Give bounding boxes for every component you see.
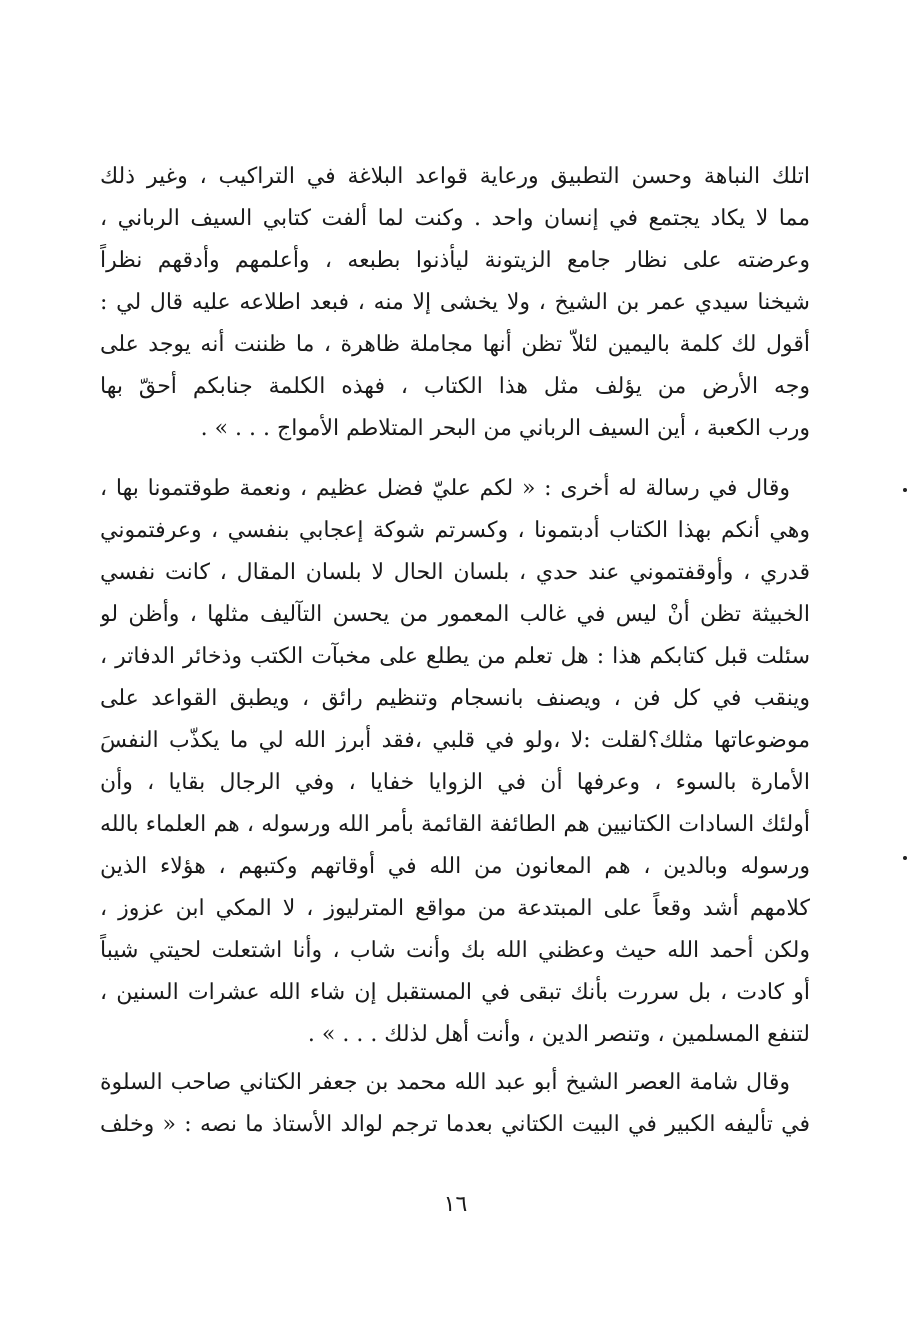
text-line: وجه الأرض من يؤلف مثل هذا الكتاب ، فهذه الكلمة جنابكم أحقّ بها [100,374,810,399]
paragraph-2 [100,468,810,1056]
text-line: أو كادت ، بل سررت بأنك تبقى في المستقبل إن شاء الله عشرات السنين ، [100,980,810,1005]
text-line: ورب الكعبة ، أين السيف الرباني من البحر المتلاطم الأمواج . . . » . [200,416,810,441]
text-line: ولكن أحمد الله حيث وعظني الله بك وأنت شاب ، وأنا اشتعلت لحيتي شيباً [100,938,810,963]
paragraph-1 [100,156,810,450]
text-line: سئلت قبل كتابكم هذا : هل تعلم من يطلع على مخبآت الكتب وذخائر الدفاتر ، [100,644,810,669]
text-line: موضوعاتها مثلك؟لقلت :لا ،ولو في قلبي ،فقد أبرز الله لي ما يكذّب النفسَ [100,728,810,753]
text-line: أولئك السادات الكتانيين هم الطائفة القائمة بأمر الله ورسوله ، هم العلماء بالله [100,812,810,837]
text-line: لتنفع المسلمين ، وتنصر الدين ، وأنت أهل لذلك . . . » . [307,1022,810,1047]
text-line: مما لا يكاد يجتمع في إنسان واحد . وكنت لما ألفت كتابي السيف الرباني ، [100,206,810,231]
margin-mark [903,856,907,860]
text-line: كلامهم أشد وقعاً على المبتدعة من مواقع المترليوز ، لا المكي ابن عزوز ، [100,896,810,921]
margin-mark [903,488,907,492]
page-number: ١٦ [443,1192,468,1217]
text-line: وقال شامة العصر الشيخ أبو عبد الله محمد بن جعفر الكتاني صاحب السلوة [100,1070,790,1095]
text-line: في تأليفه الكبير في البيت الكتاني بعدما ترجم لوالد الأستاذ ما نصه : « وخلف [100,1112,810,1137]
text-line: الخبيثة تظن أنْ ليس في غالب المعمور من يحسن التآليف مثلها ، وأظن لو [100,602,810,627]
text-line: شيخنا سيدي عمر بن الشيخ ، ولا يخشى إلا منه ، فبعد اطلاعه عليه قال لي : [100,290,810,315]
text-line: ورسوله وبالدين ، هم المعانون من الله في أوقاتهم وكتبهم ، هؤلاء الذين [100,854,810,879]
text-line: الأمارة بالسوء ، وعرفها أن في الزوايا خفايا ، وفي الرجال بقايا ، وأن [100,770,810,795]
text-line: وينقب في كل فن ، ويصنف بانسجام وتنظيم رائق ، ويطبق القواعد على [100,686,810,711]
text-line: اتلك النباهة وحسن التطبيق ورعاية قواعد البلاغة في التراكيب ، وغير ذلك [100,164,810,189]
text-line: أقول لك كلمة باليمين لئلاّ تظن أنها مجاملة ظاهرة ، ما ظننت أنه يوجد على [100,332,810,357]
text-line: وعرضته على نظار جامع الزيتونة ليأذنوا بطبعه ، وأعلمهم وأدقهم نظراً [100,248,810,273]
text-line: وهي أنكم بهذا الكتاب أدبتمونا ، وكسرتم شوكة إعجابي بنفسي ، وعرفتموني [100,518,810,543]
text-line: وقال في رسالة له أخرى : « لكم عليّ فضل عظيم ، ونعمة طوقتمونا بها ، [100,476,790,501]
paragraph-3 [100,1062,810,1146]
text-line: قدري ، وأوقفتموني عند حدي ، بلسان الحال لا بلسان المقال ، كانت نفسي [100,560,810,585]
